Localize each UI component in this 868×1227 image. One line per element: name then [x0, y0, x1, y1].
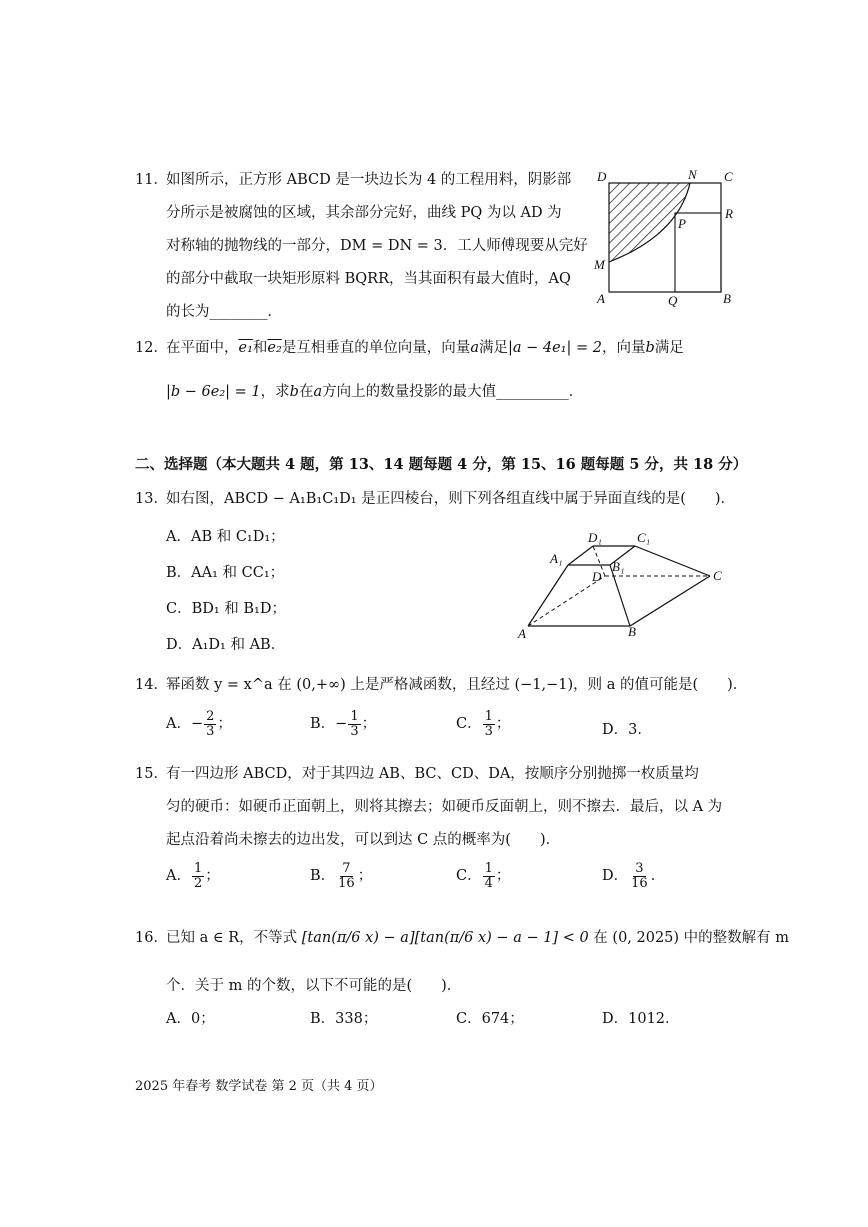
- q14-stem: 幂函数 y = x^a 在 (0,+∞) 上是严格减函数，且经过 (−1,−1)，则 a 的值可能是( )．: [166, 677, 748, 693]
- label-Q: Q: [668, 293, 678, 308]
- q11-number: 11．: [135, 172, 168, 188]
- label-C: C: [713, 568, 722, 583]
- q13-option-d: D．A₁D₁ 和 AB．: [166, 637, 286, 653]
- q11-line-1: 如图所示，正方形 ABCD 是一块边长为 4 的工程用料，阴影部: [166, 172, 572, 188]
- q15-line-1: 有一四边形 ABCD，对于其四边 AB、BC、CD、DA，按顺序分别抛掷一枚质量均: [166, 766, 699, 782]
- label-C: C: [724, 169, 733, 184]
- q15-number: 15．: [135, 766, 168, 782]
- q16-line-2: 个．关于 m 的个数，以下不可能的是( )．: [166, 978, 462, 994]
- label-R: R: [725, 206, 733, 221]
- q15-line-2: 匀的硬币：如硬币正面朝上，则将其擦去；如硬币反面朝上，则不擦去．最后，以 A 为: [166, 799, 723, 815]
- q15-line-3: 起点沿着尚未擦去的边出发，可以到达 C 点的概率为( )．: [166, 832, 561, 848]
- q12-line-1: 在平面中，e₁和e₂是互相垂直的单位向量，向量a满足|a − 4e₁| = 2，向量b满足: [166, 340, 684, 356]
- q14-option-a: A．− $\frac{2}{3}$ ；: [166, 709, 232, 739]
- label-A: A: [597, 291, 605, 306]
- q11-line-4: 的部分中截取一块矩形原料 BQRR，当其面积有最大值时，AQ: [166, 271, 571, 287]
- q11-line-2: 分所示是被腐蚀的区域，其余部分完好，曲线 PQ 为以 AD 为: [166, 205, 562, 221]
- q16-number: 16．: [135, 930, 168, 946]
- page-footer: 2025 年春考 数学试卷 第 2 页（共 4 页）: [135, 1079, 383, 1094]
- q11-figure: [588, 165, 748, 310]
- q12-number: 12．: [135, 340, 168, 356]
- q13-stem: 如右图，ABCD − A₁B₁C₁D₁ 是正四棱台，则下列各组直线中属于异面直线的是( )．: [166, 491, 736, 507]
- label-A1: A₁: [550, 551, 563, 566]
- label-M: M: [594, 257, 605, 272]
- label-B1: B₁: [612, 559, 625, 574]
- q14-number: 14．: [135, 677, 168, 693]
- q12-line-2: |b − 6e₂| = 1，求b在a方向上的数量投影的最大值__________．: [166, 384, 584, 400]
- q16-option-a: A．0；: [166, 1011, 215, 1027]
- label-P: P: [678, 216, 686, 231]
- section-2-header: 二、选择题（本大题共 4 题，第 13、14 题每题 4 分，第 15、16 题每题 5 分，共 18 分）: [135, 456, 748, 473]
- q14-option-b: B．− $\frac{1}{3}$ ；: [310, 709, 377, 739]
- q13-number: 13．: [135, 491, 168, 507]
- q16-option-d: D．1012．: [602, 1011, 680, 1027]
- q14-option-c: C． $\frac{1}{3}$ ；: [456, 709, 511, 739]
- label-N: N: [688, 167, 697, 182]
- q13-option-a: A．AB 和 C₁D₁；: [166, 529, 285, 545]
- q16-option-c: C．674；: [456, 1011, 524, 1027]
- q16-option-b: B．338；: [310, 1011, 378, 1027]
- q11-line-3: 对称轴的抛物线的一部分，DM = DN = 3．工人师傅现要从完好: [166, 238, 588, 254]
- q15-option-b: B． $\frac{7}{16}$ ；: [310, 861, 373, 891]
- q15-option-a: A． $\frac{1}{2}$ ；: [166, 861, 220, 891]
- q11-line-5: 的长为________．: [166, 304, 282, 320]
- q13-frustum-figure: [510, 528, 740, 643]
- q14-option-d: D．3．: [602, 722, 652, 738]
- q16-line-1: 已知 a ∈ R，不等式 [tan(π/6 x) − a][tan(π/6 x) − a − 1] < 0 在 (0, 2025) 中的整数解有 m: [166, 930, 790, 946]
- label-C1: C₁: [637, 530, 651, 545]
- q13-option-b: B．AA₁ 和 CC₁；: [166, 565, 285, 581]
- q13-option-c: C．BD₁ 和 B₁D；: [166, 601, 286, 617]
- label-B: B: [628, 624, 636, 639]
- q15-option-d: D． $\frac{3}{16}$ ．: [602, 861, 666, 891]
- label-A: A: [518, 626, 526, 641]
- q15-option-c: C． $\frac{1}{4}$ ；: [456, 861, 511, 891]
- label-D: D: [592, 569, 602, 584]
- label-D: D: [597, 169, 607, 184]
- label-D1: D₁: [588, 530, 602, 545]
- label-B: B: [723, 291, 731, 306]
